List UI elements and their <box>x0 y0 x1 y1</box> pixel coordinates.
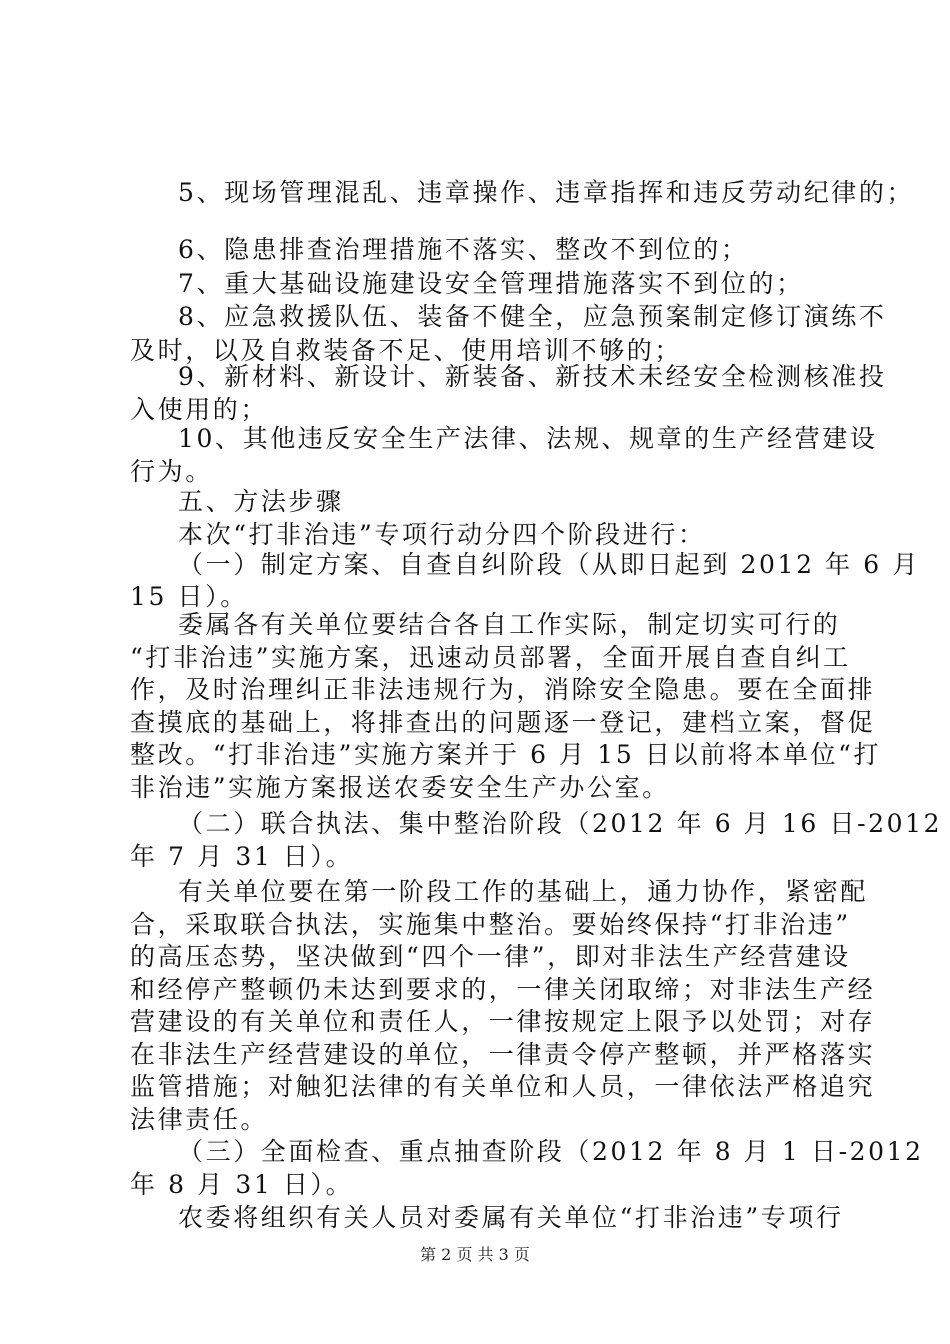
text-line: 监管措施；对触犯法律的有关单位和人员，一律依法严格追究 <box>130 1072 876 1101</box>
text-line: 作，及时治理纠正非法违规行为，消除安全隐患。要在全面排 <box>130 675 876 704</box>
text-line: 10、其他违反安全生产法律、法规、规章的生产经营建设 <box>178 424 878 453</box>
section-heading: 五、方法步骤 <box>178 487 344 516</box>
text-line: 农委将组织有关人员对委属有关单位“打非治违”专项行 <box>178 1203 844 1232</box>
text-line: 5、现场管理混乱、违章操作、违章指挥和违反劳动纪律的； <box>178 178 915 207</box>
text-line: 在非法生产经营建设的单位，一律责令停产整顿，并严格落实 <box>130 1040 876 1069</box>
text-line: “打非治违”实施方案，迅速动员部署，全面开展自查自纠工 <box>130 643 851 672</box>
text-line: 本次“打非治违”专项行动分四个阶段进行： <box>178 520 706 549</box>
text-line: 行为。 <box>130 457 213 486</box>
page-number-footer: 第 2 页 共 3 页 <box>420 1245 530 1264</box>
text-line: （三）全面检查、重点抽查阶段（2012 年 8 月 1 日-2012 <box>178 1137 924 1166</box>
text-line: 合，采取联合执法，实施集中整治。要始终保持“打非治违” <box>130 910 851 939</box>
text-line: 入使用的； <box>130 395 269 424</box>
text-line: 有关单位要在第一阶段工作的基础上，通力协作，紧密配 <box>178 877 869 906</box>
text-line: 8、应急救援队伍、装备不健全，应急预案制定修订演练不 <box>178 302 887 331</box>
text-line: 整改。“打非治违”实施方案并于 6 月 15 日以前将本单位“打 <box>130 740 882 769</box>
text-line: 年 7 月 31 日）。 <box>130 842 354 871</box>
text-line: 营建设的有关单位和责任人，一律按规定上限予以处罚；对存 <box>130 1007 876 1036</box>
text-line: 年 8 月 31 日）。 <box>130 1170 354 1199</box>
text-line: 6、隐患排查治理措施不落实、整改不到位的； <box>178 235 749 264</box>
text-line: 15 日）。 <box>130 582 248 611</box>
text-line: （二）联合执法、集中整治阶段（2012 年 6 月 16 日-2012 <box>178 809 943 838</box>
text-line: 7、重大基础设施建设安全管理措施落实不到位的； <box>178 269 804 298</box>
text-line: 及时，以及自救装备不足、使用培训不够的； <box>130 336 683 365</box>
text-line: 9、新材料、新设计、新装备、新技术未经安全检测核准投 <box>178 362 887 391</box>
text-line: 非治违”实施方案报送农委安全生产办公室。 <box>130 773 670 802</box>
text-line: 委属各有关单位要结合各自工作实际，制定切实可行的 <box>178 610 841 639</box>
text-line: 和经停产整顿仍未达到要求的，一律关闭取缔；对非法生产经 <box>130 975 876 1004</box>
text-line: 的高压态势，坚决做到“四个一律”，即对非法生产经营建设 <box>130 942 851 971</box>
text-line: 查摸底的基础上，将排查出的问题逐一登记，建档立案，督促 <box>130 708 876 737</box>
text-line: 法律责任。 <box>130 1105 269 1134</box>
text-line: （一）制定方案、自查自纠阶段（从即日起到 2012 年 6 月 <box>178 550 920 579</box>
